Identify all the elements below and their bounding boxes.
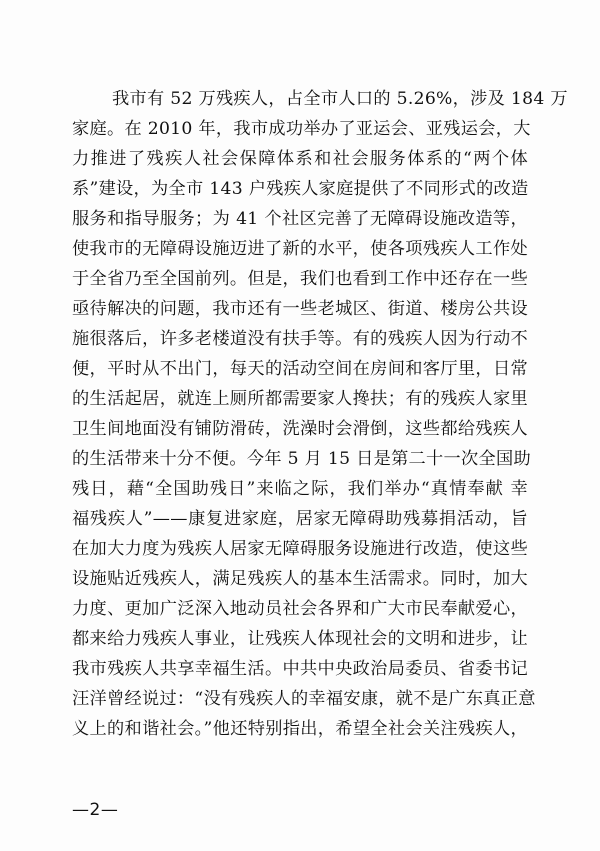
text-line: 服务和指导服务；为 41 个社区完善了无障碍设施改造等， [72,209,528,229]
text-line: 使我市的无障碍设施迈进了新的水平，使各项残疾人工作处 [72,239,528,259]
text-line: 于全省乃至全国前列。但是，我们也看到工作中还存在一些 [72,269,528,289]
text-line: 汪洋曾经说过：“没有残疾人的幸福安康，就不是广东真正意 [72,689,536,709]
text-line: 义上的和谐社会。”他还特别指出，希望全社会关注残疾人， [72,719,528,739]
text-line: 便，平时从不出门，每天的活动空间在房间和客厅里，日常 [72,359,528,379]
text-line: 都来给力残疾人事业，让残疾人体现社会的文明和进步，让 [72,629,528,649]
text-line: 在加大力度为残疾人居家无障碍服务设施进行改造，使这些 [72,539,528,559]
text-line: 的生活起居，就连上厕所都需要家人搀扶；有的残疾人家里 [72,389,528,409]
text-line: 我市残疾人共享幸福生活。中共中央政治局委员、省委书记 [72,659,528,679]
text-line: 福残疾人”——康复进家庭，居家无障碍助残募捐活动，旨 [72,509,528,529]
text-line: 施很落后，许多老楼道没有扶手等。有的残疾人因为行动不 [72,329,528,349]
text-line: 亟待解决的问题，我市还有一些老城区、街道、楼房公共设 [72,299,528,319]
text-line: 力度、更加广泛深入地动员社会各界和广大市民奉献爱心， [72,599,528,619]
page-number: —2— [72,800,119,820]
text-line: 系”建设，为全市 143 户残疾人家庭提供了不同形式的改造 [72,179,529,199]
text-line: 卫生间地面没有铺防滑砖，洗澡时会滑倒，这些都给残疾人 [72,419,528,439]
text-line: 家庭。在 2010 年，我市成功举办了亚运会、亚残运会，大 [72,119,531,139]
text-line: 的生活带来十分不便。今年 5 月 15 日是第二十一次全国助 [72,449,531,469]
text-line: 力推进了残疾人社会保障体系和社会服务体系的“两个体 [72,149,528,169]
text-line: 我市有 52 万残疾人，占全市人口的 5.26%，涉及 184 万 [112,89,568,109]
text-line: 设施贴近残疾人，满足残疾人的基本生活需求。同时，加大 [72,569,528,589]
text-line: 残日，藉“全国助残日”来临之际，我们举办“真情奉献 幸 [72,479,528,499]
